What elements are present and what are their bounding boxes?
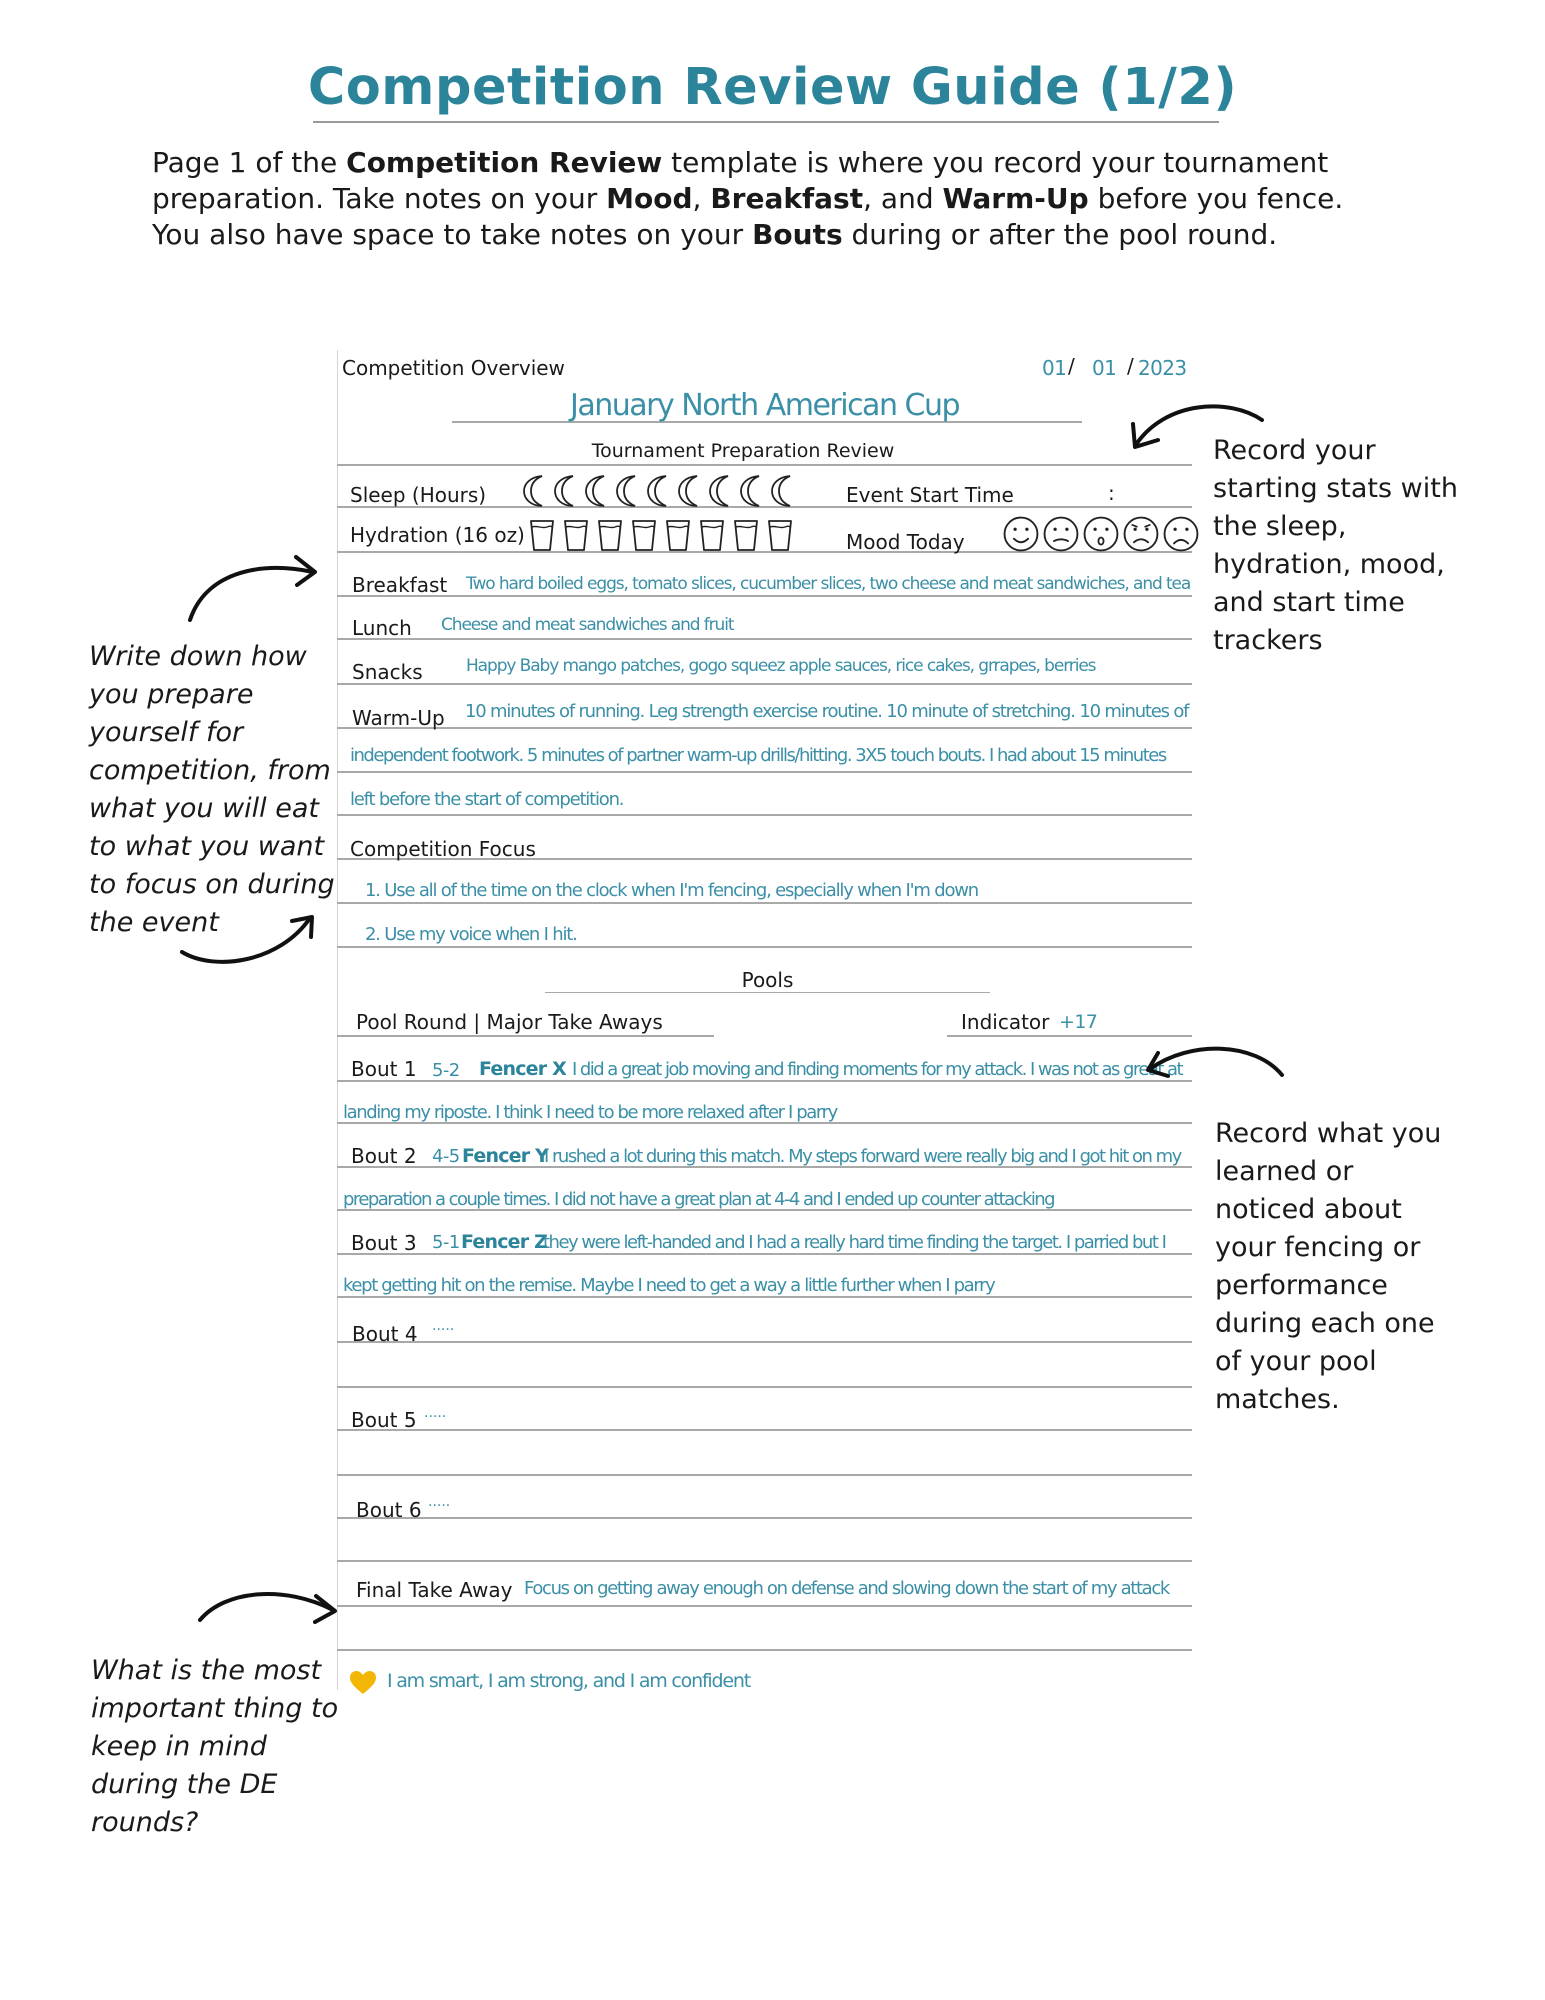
- snacks-value[interactable]: Happy Baby mango patches, gogo squeez apple sauces, rice cakes, grrapes, berries: [466, 656, 1096, 676]
- row-rule: [337, 1341, 1192, 1343]
- sad-face-icon[interactable]: [1161, 514, 1201, 554]
- row-rule: [337, 1517, 1192, 1519]
- bout-opponent[interactable]: Fencer Y: [462, 1145, 549, 1167]
- moon-icon[interactable]: [644, 474, 675, 508]
- bout-score[interactable]: 4-5: [432, 1146, 460, 1167]
- mood-tracker: [1001, 514, 1201, 554]
- moon-icon[interactable]: [768, 474, 799, 508]
- subtitle: Tournament Preparation Review: [591, 440, 895, 462]
- water-glass-icon[interactable]: [594, 518, 628, 552]
- bout-notes[interactable]: .....: [432, 1318, 455, 1334]
- water-glass-icon[interactable]: [560, 518, 594, 552]
- date-year: 2023: [1138, 356, 1187, 380]
- pool-round-rule: [337, 1035, 714, 1037]
- breakfast-value[interactable]: Two hard boiled eggs, tomato slices, cucumber slices, two cheese and meat sandwiches, and tea: [466, 574, 1191, 594]
- row-rule: [337, 814, 1192, 816]
- bout-score[interactable]: 5-1: [432, 1232, 460, 1253]
- angry-face-icon[interactable]: [1121, 514, 1161, 554]
- row-rule: [337, 683, 1192, 685]
- moon-icon[interactable]: [520, 474, 551, 508]
- moon-icon[interactable]: [706, 474, 737, 508]
- final-takeaway-value[interactable]: Focus on getting away enough on defense and slowing down the start of my attack: [524, 1578, 1169, 1599]
- row-rule: [337, 1080, 1192, 1082]
- annotation-de-rounds: What is the most important thing to keep in mind during the DE rounds?: [91, 1655, 339, 1838]
- annotation-preparation: Write down how you prepare yourself for competition, from what you will eat to what you want to focus on during the event: [89, 641, 335, 938]
- row-rule: [337, 1386, 1192, 1388]
- heart-icon: [349, 1670, 377, 1696]
- warmup-label: Warm-Up: [352, 706, 445, 730]
- pools-label: Pools: [741, 968, 794, 992]
- pools-rule: [545, 992, 990, 993]
- bout-notes[interactable]: .....: [424, 1405, 447, 1421]
- moon-icon[interactable]: [551, 474, 582, 508]
- warmup-line[interactable]: independent footwork. 5 minutes of partner warm-up drills/hitting. 3X5 touch bouts. I had about 15 minutes: [350, 745, 1166, 766]
- row-rule: [337, 1296, 1192, 1298]
- event-start-time[interactable]: :: [1108, 481, 1115, 505]
- row-rule: [337, 638, 1192, 640]
- affirmation[interactable]: I am smart, I am strong, and I am confident: [387, 1670, 750, 1692]
- water-glass-icon[interactable]: [730, 518, 764, 552]
- lunch-label: Lunch: [352, 616, 412, 640]
- water-glass-icon[interactable]: [662, 518, 696, 552]
- arrow-icon: [190, 557, 315, 620]
- date-sep: /: [1127, 354, 1134, 378]
- warmup-line[interactable]: left before the start of competition.: [350, 789, 624, 810]
- surprised-face-icon[interactable]: [1081, 514, 1121, 554]
- bout-opponent[interactable]: Fencer Z: [461, 1231, 548, 1253]
- bout-label: Bout 5: [351, 1408, 417, 1432]
- row-rule: [337, 902, 1192, 904]
- hydration-tracker: [526, 518, 798, 552]
- date-sep: /: [1068, 354, 1075, 378]
- mood-label: Mood Today: [846, 530, 965, 554]
- arrow-icon: [200, 1594, 335, 1622]
- bout-notes[interactable]: preparation a couple times. I did not have a great plan at 4-4 and I ended up counter attacking: [343, 1189, 1055, 1210]
- sleep-label: Sleep (Hours): [350, 483, 487, 507]
- row-rule: [337, 946, 1192, 948]
- bout-label: Bout 3: [351, 1231, 417, 1255]
- intro-paragraph: Page 1 of the Competition Review template is where you record your tournament preparation. Take notes on your Mood, Breakfast, and Warm-Up before you fence. You also have space to take notes on your Bouts during or after the pool round.: [152, 146, 1344, 251]
- row-rule: [337, 771, 1192, 773]
- row-rule: [337, 1429, 1192, 1431]
- row-rule: [337, 1649, 1192, 1651]
- bout-notes[interactable]: landing my riposte. I think I need to be more relaxed after I parry: [343, 1102, 837, 1123]
- bout-label: Bout 4: [352, 1322, 418, 1346]
- warmup-line[interactable]: 10 minutes of running. Leg strength exercise routine. 10 minute of stretching. 10 minutes of: [465, 701, 1189, 722]
- focus-label: Competition Focus: [350, 837, 536, 861]
- water-glass-icon[interactable]: [764, 518, 798, 552]
- moon-icon[interactable]: [613, 474, 644, 508]
- focus-item[interactable]: 1. Use all of the time on the clock when I'm fencing, especially when I'm down: [365, 880, 978, 901]
- event-start-label: Event Start Time: [846, 483, 1014, 507]
- row-rule: [337, 1560, 1192, 1562]
- lunch-value[interactable]: Cheese and meat sandwiches and fruit: [441, 615, 734, 635]
- bout-opponent[interactable]: Fencer X: [479, 1058, 567, 1080]
- bout-label: Bout 2: [351, 1144, 417, 1168]
- water-glass-icon[interactable]: [628, 518, 662, 552]
- bout-notes[interactable]: I rushed a lot during this match. My steps forward were really big and I got hit on my: [544, 1146, 1181, 1167]
- annotation-starting-stats: Record your starting stats with the sleep, hydration, mood, and start time trackers: [1213, 435, 1458, 656]
- bout-label: Bout 6: [356, 1498, 422, 1522]
- snacks-label: Snacks: [352, 660, 423, 684]
- bout-notes[interactable]: kept getting hit on the remise. Maybe I need to get a way a little further when I parry: [343, 1275, 995, 1296]
- neutral-face-icon[interactable]: [1041, 514, 1081, 554]
- pool-round-label: Pool Round | Major Take Aways: [356, 1010, 663, 1034]
- date-day: 01: [1092, 356, 1117, 380]
- water-glass-icon[interactable]: [696, 518, 730, 552]
- page-title: Competition Review Guide (1/2): [307, 58, 1238, 117]
- competition-name: January North American Cup: [569, 388, 959, 423]
- row-rule: [337, 1474, 1192, 1476]
- bout-notes[interactable]: they were left-handed and I had a really hard time finding the target. I parried but I: [543, 1232, 1166, 1253]
- breakfast-label: Breakfast: [352, 573, 448, 597]
- bout-score[interactable]: 5-2: [432, 1060, 460, 1081]
- row-rule: [337, 727, 1192, 729]
- hydration-label: Hydration (16 oz): [350, 523, 525, 547]
- happy-face-icon[interactable]: [1001, 514, 1041, 554]
- moon-icon[interactable]: [675, 474, 706, 508]
- row-rule: [337, 1605, 1192, 1607]
- indicator-value[interactable]: +17: [1059, 1011, 1098, 1033]
- moon-icon[interactable]: [737, 474, 768, 508]
- row-rule: [337, 464, 1192, 466]
- final-takeaway-label: Final Take Away: [356, 1578, 513, 1602]
- bout-label: Bout 1: [351, 1057, 417, 1081]
- bout-notes[interactable]: .....: [428, 1494, 451, 1510]
- overview-label: Competition Overview: [342, 356, 565, 380]
- bout-notes[interactable]: I did a great job moving and finding moments for my attack. I was not as great at: [572, 1059, 1183, 1080]
- sleep-tracker: [520, 474, 799, 508]
- row-rule: [337, 595, 1192, 597]
- annotation-pool-matches: Record what you learned or noticed about your fencing or performance during each one of your pool matches.: [1215, 1118, 1442, 1415]
- date-month: 01: [1042, 356, 1067, 380]
- indicator-label: Indicator: [961, 1010, 1050, 1034]
- focus-item[interactable]: 2. Use my voice when I hit.: [365, 924, 577, 945]
- moon-icon[interactable]: [582, 474, 613, 508]
- title-underline: [313, 121, 1219, 123]
- indicator-rule: [947, 1035, 1192, 1037]
- water-glass-icon[interactable]: [526, 518, 560, 552]
- row-rule: [337, 1253, 1192, 1255]
